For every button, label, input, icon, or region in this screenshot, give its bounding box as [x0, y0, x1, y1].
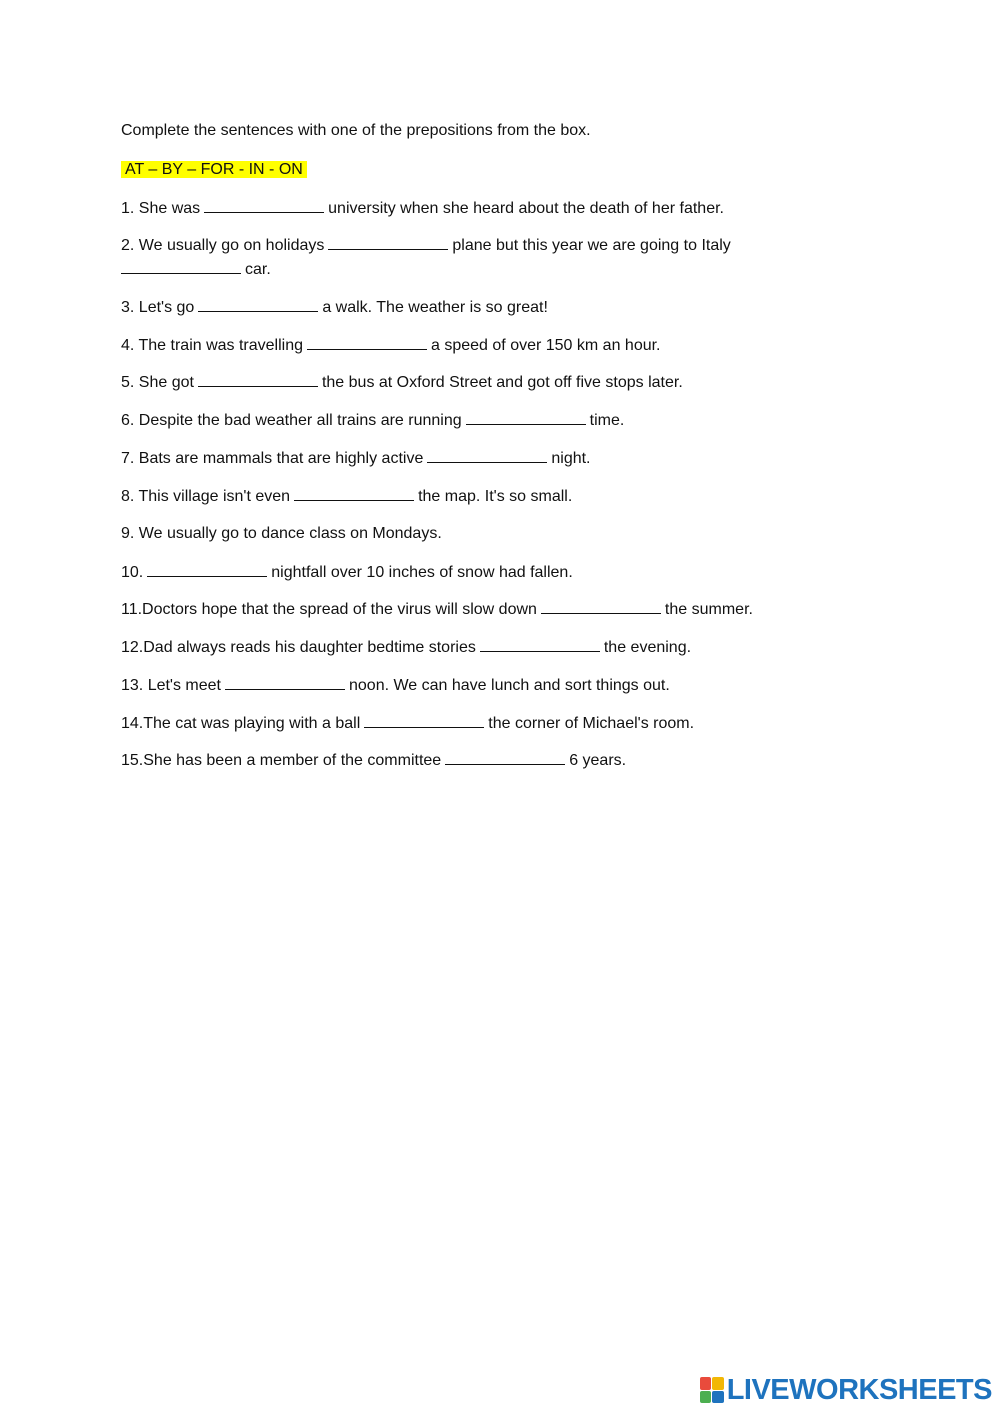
answer-blank[interactable] — [147, 560, 267, 577]
answer-blank[interactable] — [307, 333, 427, 350]
answer-blank[interactable] — [480, 635, 600, 652]
answer-blank[interactable] — [427, 446, 547, 463]
sentence-3: 3. Let's go a walk. The weather is so great! — [121, 295, 548, 320]
sentence-4: 4. The train was travelling a speed of over 150 km an hour. — [121, 333, 661, 358]
answer-blank[interactable] — [364, 711, 484, 728]
answer-blank[interactable] — [198, 295, 318, 312]
answer-blank[interactable] — [466, 408, 586, 425]
sentence-8: 8. This village isn't even the map. It's so small. — [121, 484, 572, 509]
liveworksheets-brand[interactable] — [700, 1373, 992, 1407]
answer-blank[interactable] — [204, 196, 324, 213]
sentence-11: 11.Doctors hope that the spread of the virus will slow down the summer. — [121, 597, 753, 622]
sentence-6: 6. Despite the bad weather all trains are running time. — [121, 408, 624, 433]
sentence-5: 5. She got the bus at Oxford Street and got off five stops later. — [121, 370, 683, 395]
word-box-text: AT – BY – FOR - IN - ON — [121, 161, 307, 178]
answer-blank[interactable] — [198, 370, 318, 387]
liveworksheets-logo-icon — [700, 1377, 724, 1403]
answer-blank[interactable] — [121, 257, 241, 274]
word-box — [121, 158, 307, 182]
logo-block-blue — [712, 1391, 724, 1404]
answer-blank[interactable] — [328, 233, 448, 250]
sentence-9: 9. We usually go to dance class on Mondays. — [121, 525, 442, 542]
sentence-2: 2. We usually go on holidays plane but this year we are going to Italy — [121, 233, 731, 258]
answer-blank[interactable] — [445, 748, 565, 765]
logo-block-green — [700, 1391, 712, 1404]
sentence-12: 12.Dad always reads his daughter bedtime stories the evening. — [121, 635, 691, 660]
sentence-13: 13. Let's meet noon. We can have lunch and sort things out. — [121, 673, 670, 698]
logo-block-yellow — [712, 1377, 724, 1390]
sentence-15: 15.She has been a member of the committee 6 years. — [121, 748, 626, 773]
answer-blank[interactable] — [294, 484, 414, 501]
sentence-1: 1. She was university when she heard about the death of her father. — [121, 196, 724, 221]
answer-blank[interactable] — [541, 597, 661, 614]
brand-name: LIVEWORKSHEETS — [726, 1373, 992, 1406]
sentence-7: 7. Bats are mammals that are highly active night. — [121, 446, 591, 471]
answer-blank[interactable] — [225, 673, 345, 690]
instructions: Complete the sentences with one of the prepositions from the box. — [121, 122, 591, 139]
sentence-2-continued: car. — [121, 257, 271, 282]
sentence-10: 10. nightfall over 10 inches of snow had fallen. — [121, 560, 573, 585]
logo-block-red — [700, 1377, 712, 1390]
sentence-14: 14.The cat was playing with a ball the corner of Michael's room. — [121, 711, 694, 736]
